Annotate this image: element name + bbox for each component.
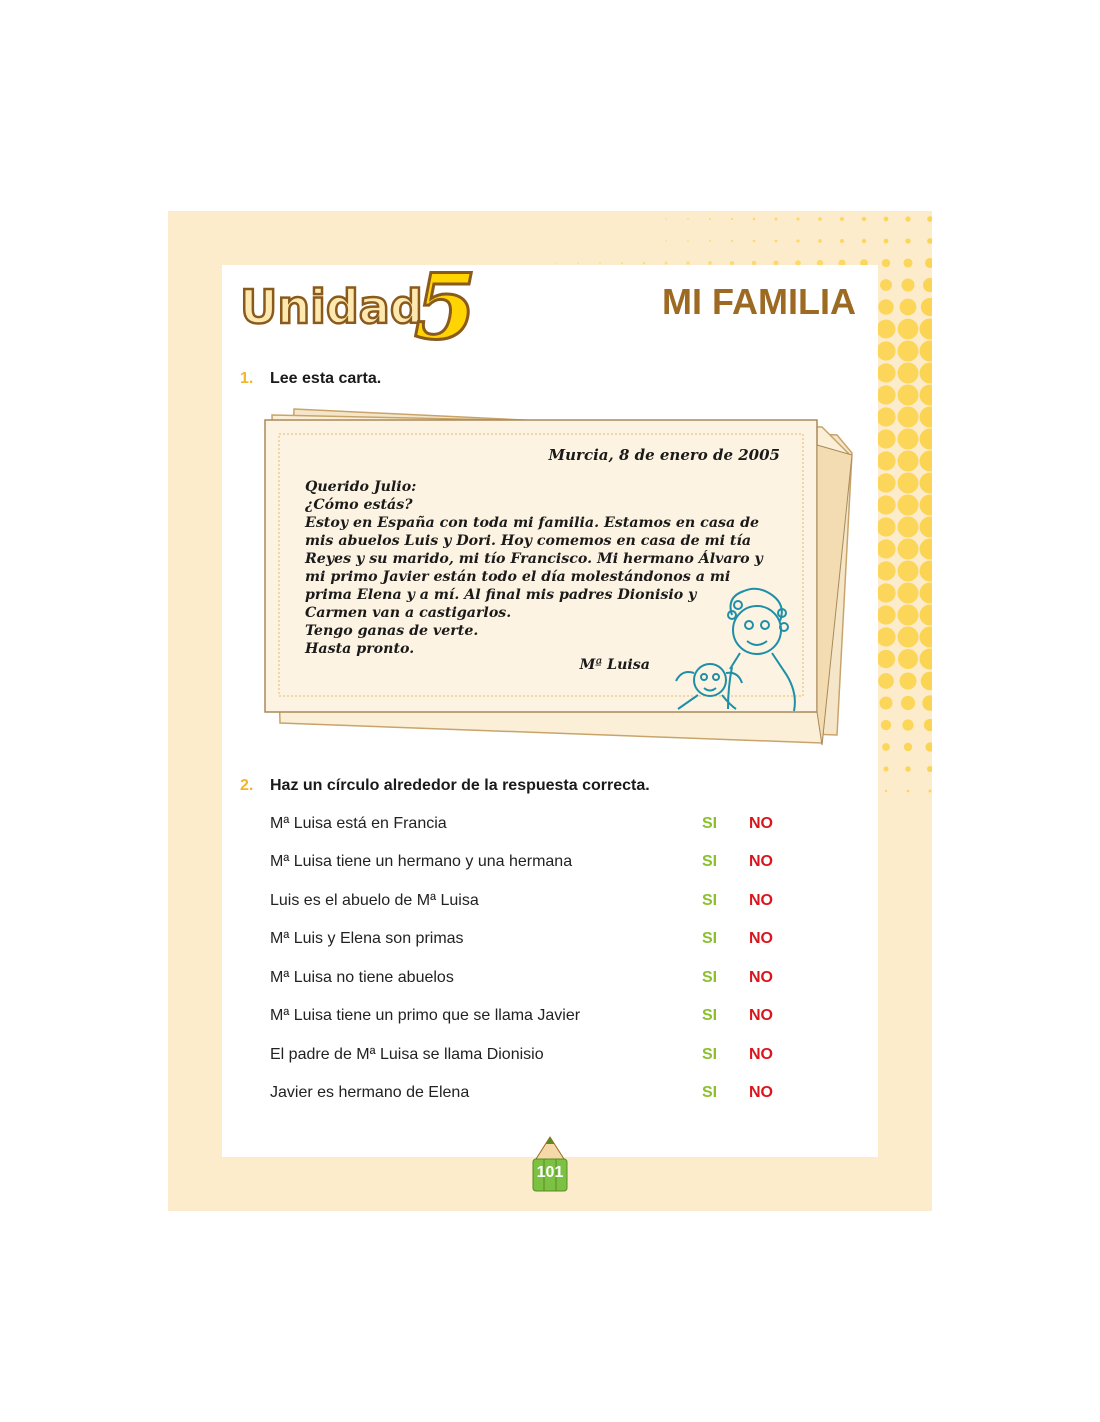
halftone-dot [899, 672, 916, 689]
halftone-dot [898, 539, 919, 560]
unit-number: 5 [414, 254, 477, 360]
halftone-dot [923, 278, 932, 292]
halftone-dot [902, 279, 915, 292]
halftone-dot [876, 583, 895, 602]
letter-line: Tengo ganas de verte. [305, 623, 479, 639]
halftone-dot [920, 363, 933, 384]
halftone-dot [687, 218, 689, 220]
letter-line: Reyes y su marido, mi tío Francisco. Mi hermano Álvaro y [305, 551, 763, 567]
halftone-dot [878, 299, 893, 314]
answer-no-2[interactable]: NO [749, 853, 773, 870]
halftone-dot [925, 742, 932, 751]
halftone-dot [876, 429, 895, 448]
answer-si-5[interactable]: SI [702, 969, 718, 986]
halftone-dot [920, 341, 933, 362]
halftone-dot [885, 790, 887, 792]
halftone-dot [862, 217, 866, 221]
halftone-dot [904, 743, 912, 751]
exercise-2-instruction: Haz un círculo alrededor de la respuesta correcta. [270, 777, 650, 794]
halftone-dot [876, 451, 895, 470]
halftone-dot [903, 258, 912, 267]
letter-date: Murcia, 8 de enero de 2005 [548, 446, 780, 464]
halftone-dot [709, 218, 711, 220]
halftone-dot [920, 451, 933, 472]
halftone-dot [920, 319, 933, 340]
statement-4: Mª Luis y Elena son primas [270, 930, 464, 947]
halftone-dot [905, 216, 910, 221]
halftone-dot [876, 363, 895, 382]
halftone-dot [883, 766, 888, 771]
halftone-dot [709, 240, 711, 242]
halftone-dot [929, 790, 932, 793]
exercise-2-number: 2. [240, 777, 254, 794]
halftone-dot [927, 216, 932, 222]
halftone-dot [840, 217, 844, 221]
statement-3: Luis es el abuelo de Mª Luisa [270, 892, 479, 909]
halftone-dot [898, 363, 919, 384]
halftone-dot [876, 407, 895, 426]
halftone-dot [920, 385, 933, 406]
halftone-dot [898, 319, 919, 340]
halftone-dot [665, 262, 668, 265]
halftone-dot [621, 262, 623, 264]
halftone-dot [898, 451, 919, 472]
halftone-dot [796, 217, 799, 220]
halftone-dot [599, 262, 601, 264]
halftone-dot [927, 766, 932, 772]
halftone-dot [905, 766, 911, 772]
answer-si-1[interactable]: SI [702, 815, 718, 832]
halftone-dot [898, 583, 919, 604]
answer-no-7[interactable]: NO [749, 1046, 773, 1063]
answer-si-2[interactable]: SI [702, 853, 718, 870]
halftone-dot [898, 517, 919, 538]
halftone-dot [898, 385, 919, 406]
halftone-dot [884, 217, 889, 222]
halftone-dot [876, 627, 895, 646]
halftone-dot [920, 649, 933, 670]
halftone-dot [665, 240, 667, 242]
halftone-dot [880, 279, 892, 291]
halftone-dot [796, 239, 799, 242]
statement-5: Mª Luisa no tiene abuelos [270, 969, 454, 986]
halftone-dot [555, 262, 557, 264]
halftone-dot [924, 719, 932, 731]
halftone-dot [927, 238, 932, 244]
halftone-dot [818, 239, 822, 243]
halftone-dot [818, 217, 822, 221]
halftone-dot [898, 341, 919, 362]
halftone-dot [876, 341, 895, 360]
halftone-dot [665, 218, 667, 220]
halftone-dot [881, 720, 891, 730]
halftone-dot [876, 473, 895, 492]
answer-si-4[interactable]: SI [702, 930, 718, 947]
answer-si-6[interactable]: SI [702, 1007, 718, 1024]
letter-line: prima Elena y a mí. Al final mis padres Dionisio y [305, 587, 697, 603]
answer-si-7[interactable]: SI [702, 1046, 718, 1063]
letter-line: ¿Cómo estás? [305, 497, 413, 513]
unit-label: Unidad [240, 280, 423, 334]
halftone-dot [898, 561, 919, 582]
halftone-dot [920, 495, 933, 516]
halftone-dot [920, 517, 933, 538]
halftone-dot [921, 672, 932, 691]
answer-si-3[interactable]: SI [702, 892, 718, 909]
halftone-dot [898, 473, 919, 494]
letter-signature: Mª Luisa [579, 657, 650, 673]
exercise-1-instruction: Lee esta carta. [270, 370, 382, 387]
halftone-dot [775, 240, 778, 243]
halftone-dot [876, 605, 895, 624]
letter-line: Querido Julio: [305, 479, 417, 495]
halftone-dot [901, 696, 915, 710]
halftone-dot [880, 697, 893, 710]
halftone-dot [898, 495, 919, 516]
answer-si-8[interactable]: SI [702, 1084, 718, 1101]
letter-line: mi primo Javier están todo el día molestándonos a mi [305, 569, 731, 585]
halftone-dot [687, 240, 689, 242]
halftone-dot [922, 695, 932, 710]
halftone-dot [898, 605, 919, 626]
halftone-dot [876, 539, 895, 558]
halftone-dot [877, 320, 896, 339]
halftone-dot [878, 673, 894, 689]
halftone-dot [877, 650, 895, 668]
halftone-dot [731, 240, 733, 242]
halftone-dot [898, 627, 919, 648]
halftone-dot [920, 539, 933, 560]
halftone-dot [900, 299, 917, 316]
letter-line: Carmen van a castigarlos. [305, 605, 512, 621]
halftone-dot [920, 627, 933, 648]
answer-no-5[interactable]: NO [749, 969, 773, 986]
halftone-dot [902, 719, 913, 730]
letter-line: mis abuelos Luis y Dori. Hoy comemos en casa de mi tía [305, 533, 752, 549]
halftone-dot [898, 407, 919, 428]
halftone-dot [920, 605, 933, 626]
letter-line: Estoy en España con toda mi familia. Estamos en casa de [305, 515, 760, 531]
halftone-dot [920, 561, 933, 582]
halftone-dot [921, 298, 932, 316]
halftone-dot [925, 258, 932, 268]
statement-1: Mª Luisa está en Francia [270, 815, 447, 832]
halftone-dot [731, 218, 733, 220]
answer-no-6[interactable]: NO [749, 1007, 773, 1024]
halftone-dot [882, 743, 890, 751]
halftone-dot [905, 238, 910, 243]
halftone-dot [876, 561, 895, 580]
answer-no-4[interactable]: NO [749, 930, 773, 947]
page-title: MI FAMILIA [662, 281, 856, 322]
halftone-dot [753, 240, 756, 243]
statement-7: El padre de Mª Luisa se llama Dionisio [270, 1046, 544, 1063]
halftone-dot [577, 262, 579, 264]
halftone-dot [898, 649, 918, 669]
answer-no-8[interactable]: NO [749, 1084, 773, 1101]
halftone-dot [882, 259, 890, 267]
halftone-dot [753, 218, 756, 221]
statement-8: Javier es hermano de Elena [270, 1084, 470, 1101]
halftone-dot [920, 473, 933, 494]
halftone-dot [876, 517, 895, 536]
halftone-dot [920, 407, 933, 428]
halftone-dot [876, 385, 895, 404]
halftone-dot [884, 239, 889, 244]
statement-2: Mª Luisa tiene un hermano y una hermana [270, 853, 573, 870]
letter-body [305, 478, 765, 658]
halftone-dot [907, 790, 910, 793]
halftone-dot [775, 218, 778, 221]
page-number: 101 [536, 1164, 564, 1181]
answer-no-3[interactable]: NO [749, 892, 773, 909]
halftone-dot [876, 495, 895, 514]
answer-no-1[interactable]: NO [749, 815, 773, 832]
letter-line: Hasta pronto. [305, 641, 415, 657]
halftone-dot [920, 429, 933, 450]
halftone-dot [862, 239, 866, 243]
statement-6: Mª Luisa tiene un primo que se llama Javier [270, 1007, 581, 1024]
halftone-dot [840, 239, 844, 243]
halftone-dot [643, 262, 646, 265]
exercise-1-number: 1. [240, 370, 254, 387]
halftone-dot [898, 429, 919, 450]
halftone-dot [920, 583, 933, 604]
